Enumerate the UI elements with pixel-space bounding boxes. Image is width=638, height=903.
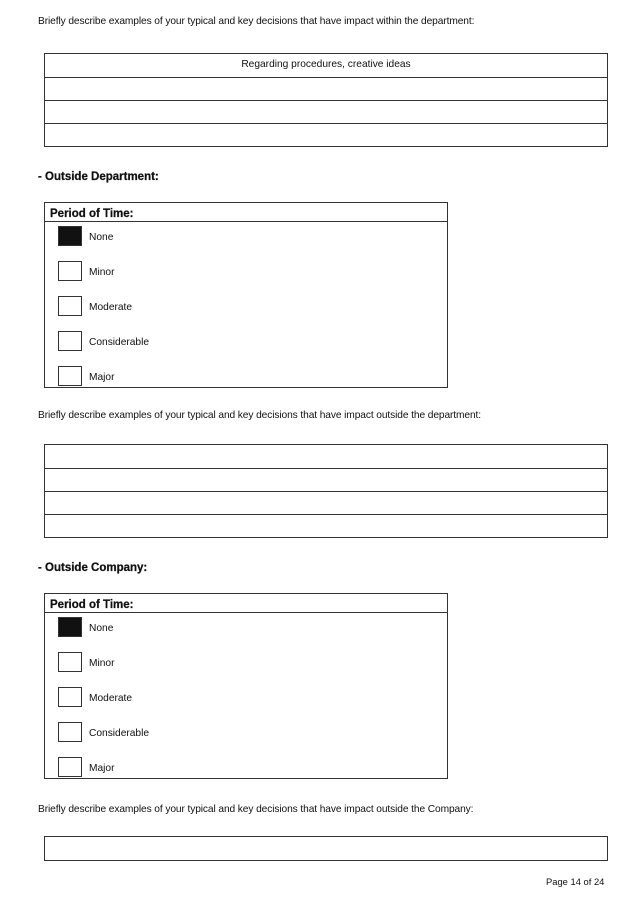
checkbox-considerable[interactable] xyxy=(58,722,82,742)
option-label: None xyxy=(89,232,114,243)
outside-department-heading: - Outside Department: xyxy=(38,171,159,183)
option-minor[interactable] xyxy=(45,257,447,292)
checkbox-none[interactable] xyxy=(58,226,82,246)
option-minor[interactable] xyxy=(45,648,447,683)
option-moderate[interactable] xyxy=(45,292,447,327)
option-considerable[interactable] xyxy=(45,718,447,753)
period-of-time-group-department xyxy=(44,202,448,388)
option-label: Moderate xyxy=(89,693,133,704)
option-label: Minor xyxy=(89,267,115,278)
checkbox-major[interactable] xyxy=(58,366,82,386)
outside-company-heading: - Outside Company: xyxy=(38,562,148,574)
option-moderate[interactable] xyxy=(45,683,447,718)
checkbox-minor[interactable] xyxy=(58,652,82,672)
section2-table xyxy=(44,444,608,538)
table-row[interactable] xyxy=(45,123,607,146)
section2-prompt: Briefly describe examples of your typical and key decisions that have impact outside the department: xyxy=(38,410,482,421)
page-number: Page 14 of 24 xyxy=(546,876,605,887)
option-label: Moderate xyxy=(89,302,133,313)
table-row[interactable] xyxy=(45,837,607,860)
section1-prompt: Briefly describe examples of your typical and key decisions that have impact within the department: xyxy=(38,16,475,27)
section1-table xyxy=(44,53,608,147)
section3-table xyxy=(44,836,608,861)
option-label: Considerable xyxy=(89,728,150,739)
table-row[interactable] xyxy=(45,445,607,468)
period-title: Period of Time: xyxy=(45,203,447,222)
table-row[interactable]: Regarding procedures, creative ideas xyxy=(241,59,411,70)
table-row[interactable] xyxy=(45,491,607,514)
option-considerable[interactable] xyxy=(45,327,447,362)
checkbox-considerable[interactable] xyxy=(58,331,82,351)
checkbox-none[interactable] xyxy=(58,617,82,637)
option-major[interactable] xyxy=(45,362,447,397)
checkbox-moderate[interactable] xyxy=(58,687,82,707)
option-label: Major xyxy=(89,763,115,774)
table-row[interactable] xyxy=(45,100,607,123)
table-row[interactable] xyxy=(45,514,607,537)
checkbox-moderate[interactable] xyxy=(58,296,82,316)
checkbox-minor[interactable] xyxy=(58,261,82,281)
option-label: Major xyxy=(89,372,115,383)
section3-prompt: Briefly describe examples of your typical and key decisions that have impact outside the Company: xyxy=(38,804,474,815)
option-none[interactable] xyxy=(45,222,447,257)
period-title: Period of Time: xyxy=(45,594,447,613)
option-label: Minor xyxy=(89,658,115,669)
period-of-time-group-company xyxy=(44,593,448,779)
option-none[interactable] xyxy=(45,613,447,648)
option-label: Considerable xyxy=(89,337,150,348)
option-major[interactable] xyxy=(45,753,447,788)
checkbox-major[interactable] xyxy=(58,757,82,777)
table-row[interactable] xyxy=(45,77,607,100)
table-row[interactable] xyxy=(45,468,607,491)
option-label: None xyxy=(89,623,114,634)
